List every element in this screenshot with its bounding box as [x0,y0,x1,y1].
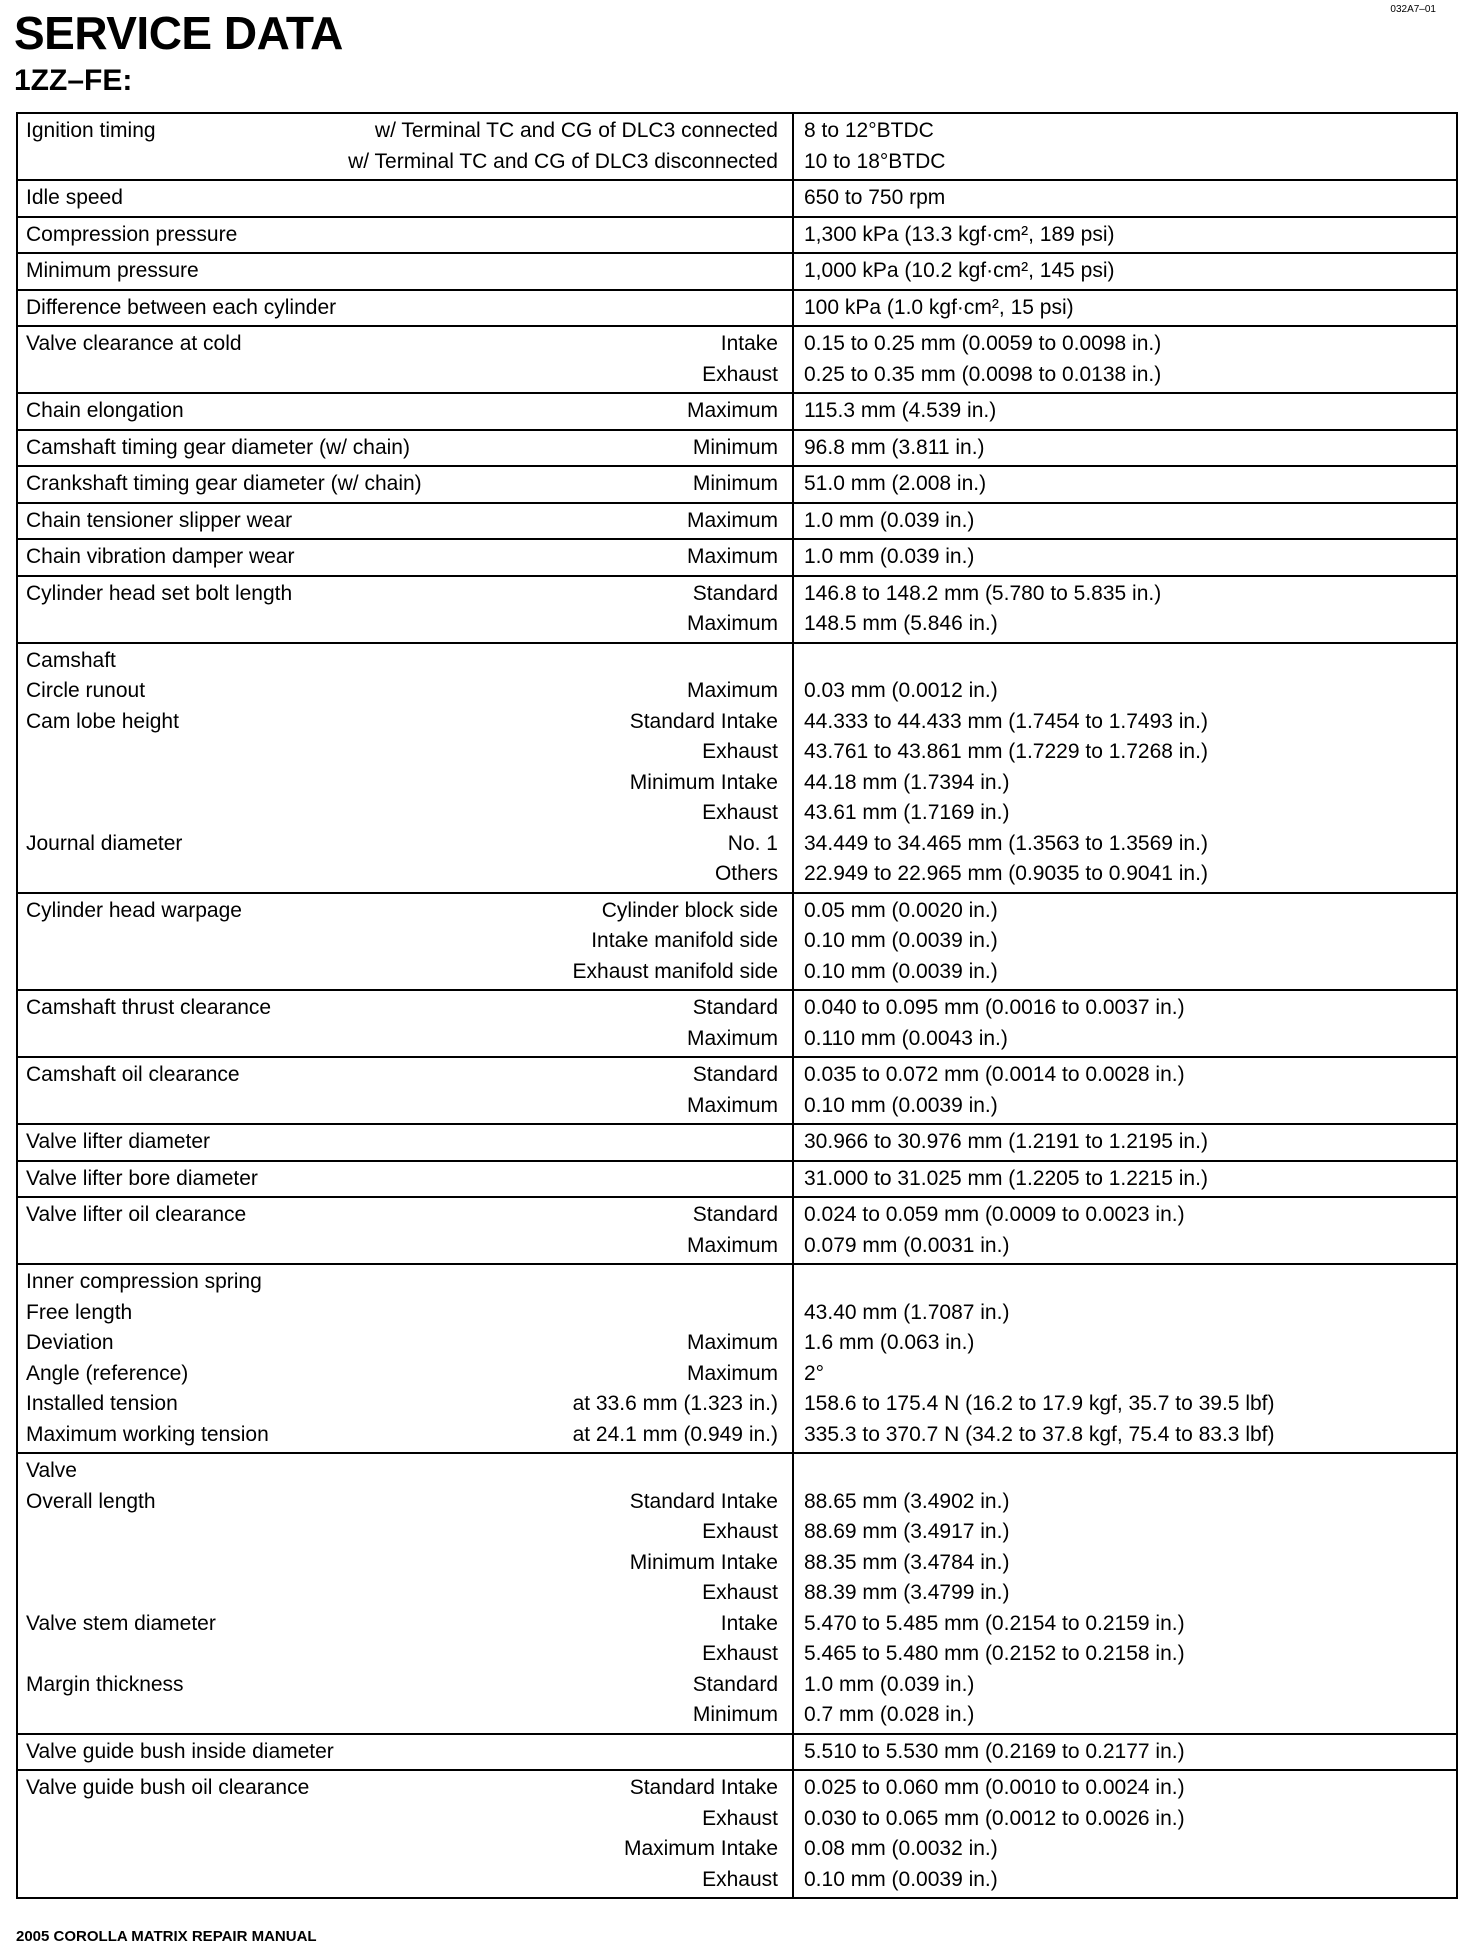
spec-condition: Maximum [686,508,778,532]
spec-value: 1.6 mm (0.063 in.) [804,1331,975,1354]
spec-value-cell [793,1453,1457,1734]
spec-label-line [18,579,792,610]
spec-condition: at 24.1 mm (0.949 in.) [572,1422,778,1446]
spec-value: 31.000 to 31.025 mm (1.2205 to 1.2215 in.) [804,1166,1208,1190]
spec-value: 5.470 to 5.485 mm (0.2154 to 0.2159 in.) [804,1611,1185,1635]
spec-value-cell [793,430,1457,467]
spec-value: 0.10 mm (0.0039 in.) [804,959,998,983]
spec-value: 88.69 mm (3.4917 in.) [804,1520,1010,1543]
spec-condition: Others [714,862,778,885]
spec-item-name: Cylinder head set bolt length [26,581,293,605]
spec-label-line [18,1231,792,1262]
spec-condition: Maximum Intake [623,1837,778,1860]
spec-row [17,1264,1457,1453]
spec-value: 100 kPa (1.0 kgf·cm², 15 psi) [804,295,1074,319]
spec-value: 146.8 to 148.2 mm (5.780 to 5.835 in.) [804,581,1162,605]
spec-value-cell [793,180,1457,217]
spec-label-line [18,896,792,927]
spec-value: 115.3 mm (4.539 in.) [804,399,997,422]
spec-value-cell [793,393,1457,430]
spec-condition: Maximum [686,399,778,422]
spec-condition: Intake [720,1611,778,1635]
spec-value: 1.0 mm (0.039 in.) [804,508,975,532]
spec-value: 0.110 mm (0.0043 in.) [804,1026,1008,1050]
spec-label-cell [17,290,793,327]
spec-value: 0.05 mm (0.0020 in.) [804,898,998,922]
spec-value-cell [793,326,1457,393]
spec-value-cell [793,576,1457,643]
spec-condition: Standard [692,996,778,1019]
spec-item-name: Installed tension [26,1392,178,1415]
spec-item-name: Minimum pressure [26,259,199,282]
spec-value: 22.949 to 22.965 mm (0.9035 to 0.9041 in.) [804,862,1208,885]
spec-condition: at 33.6 mm (1.323 in.) [572,1392,778,1415]
spec-condition: Intake manifold side [591,929,778,952]
spec-value: 0.030 to 0.065 mm (0.0012 to 0.0026 in.) [804,1806,1185,1830]
spec-value-cell [793,217,1457,254]
spec-value-cell [793,1124,1457,1161]
spec-label-line [18,1548,792,1579]
spec-item-name: Circle runout [26,679,146,702]
spec-item-name: Overall length [26,1489,156,1513]
spec-label-line [18,707,792,738]
spec-item-name: Chain vibration damper wear [26,545,295,568]
spec-value-cell [793,539,1457,576]
spec-condition: Cylinder block side [601,898,778,922]
spec-condition: Minimum [692,435,778,459]
spec-label-cell [17,1124,793,1161]
spec-label-line [18,1164,792,1195]
spec-label-line [18,360,792,391]
spec-condition: Exhaust [702,1520,778,1543]
spec-value: 51.0 mm (2.008 in.) [804,472,987,495]
spec-value: 1,300 kPa (13.3 kgf·cm², 189 psi) [804,222,1115,246]
spec-value: 0.10 mm (0.0039 in.) [804,1867,998,1891]
spec-item-name: Crankshaft timing gear diameter (w/ chain) [26,472,422,495]
spec-label-line [18,329,792,360]
spec-value: 43.61 mm (1.7169 in.) [804,801,1010,824]
spec-label-line [18,1456,792,1487]
spec-label-line [18,1060,792,1091]
spec-label-cell [17,466,793,503]
spec-item-name: Valve lifter bore diameter [26,1166,258,1190]
spec-condition: Maximum [686,1026,778,1050]
spec-label-line [18,1127,792,1158]
spec-label-line [18,1700,792,1731]
spec-label-line [18,1609,792,1640]
spec-label-cell [17,1197,793,1264]
spec-label-line [18,1024,792,1055]
spec-value: 0.10 mm (0.0039 in.) [804,929,998,952]
spec-item-name: Inner compression spring [26,1270,262,1293]
spec-label-line [18,646,792,677]
spec-value: 0.7 mm (0.028 in.) [804,1703,975,1726]
spec-label-line [18,469,792,500]
spec-value: 158.6 to 175.4 N (16.2 to 17.9 kgf, 35.7 to 39.5 lbf) [804,1392,1275,1415]
spec-row [17,1124,1457,1161]
spec-item-name: Valve [26,1459,77,1482]
spec-row [17,1161,1457,1198]
spec-value: 0.040 to 0.095 mm (0.0016 to 0.0037 in.) [804,996,1185,1019]
spec-condition: Maximum [686,1233,778,1257]
spec-item-name: Difference between each cylinder [26,295,337,319]
spec-label-cell [17,503,793,540]
spec-condition: No. 1 [727,831,778,855]
spec-item-name: Valve stem diameter [26,1611,216,1635]
spec-value: 1,000 kPa (10.2 kgf·cm², 145 psi) [804,259,1115,282]
spec-label-cell [17,1161,793,1198]
engine-subtitle: 1ZZ–FE: [14,64,133,97]
page-footer: 2005 COROLLA MATRIX REPAIR MANUAL [16,1928,317,1945]
spec-label-cell [17,893,793,991]
spec-row [17,503,1457,540]
spec-value [804,646,1456,677]
spec-condition: Exhaust [702,1581,778,1604]
spec-condition: Exhaust [702,801,778,824]
spec-value: 5.510 to 5.530 mm (0.2169 to 0.2177 in.) [804,1739,1185,1763]
spec-label-line [18,926,792,957]
spec-label-line [18,1487,792,1518]
spec-condition: w/ Terminal TC and CG of DLC3 disconnected [348,149,778,173]
spec-row [17,1453,1457,1734]
spec-label-line [18,220,792,251]
spec-label-line [18,1091,792,1122]
spec-item-name: Camshaft thrust clearance [26,996,272,1019]
spec-value: 44.18 mm (1.7394 in.) [804,770,1010,794]
spec-condition: Standard [692,1203,778,1226]
spec-item-name: Idle speed [26,186,123,209]
spec-condition: Standard [692,1672,778,1696]
spec-label-cell [17,990,793,1057]
spec-row [17,1057,1457,1124]
spec-value-cell [793,1197,1457,1264]
spec-label-line [18,798,792,829]
spec-label-line [18,676,792,707]
spec-row [17,466,1457,503]
spec-condition: Maximum [686,1093,778,1117]
spec-label-line [18,1517,792,1548]
spec-value: 88.65 mm (3.4902 in.) [804,1489,1010,1513]
spec-condition: Minimum Intake [629,770,778,794]
spec-label-line [18,1737,792,1768]
spec-label-line [18,1834,792,1865]
spec-condition: w/ Terminal TC and CG of DLC3 connected [374,119,778,142]
spec-value: 30.966 to 30.976 mm (1.2191 to 1.2195 in.) [804,1130,1208,1153]
spec-row [17,539,1457,576]
spec-label-line [18,1200,792,1231]
spec-condition: Exhaust [702,740,778,763]
spec-condition: Standard [692,581,778,605]
spec-item-name: Camshaft [26,648,116,672]
spec-value: 88.35 mm (3.4784 in.) [804,1550,1010,1574]
spec-condition: Exhaust manifold side [572,959,778,983]
spec-value: 0.10 mm (0.0039 in.) [804,1093,998,1117]
spec-label-line [18,859,792,890]
spec-row [17,393,1457,430]
spec-label-cell [17,180,793,217]
spec-condition: Maximum [686,1331,778,1354]
spec-label-line [18,993,792,1024]
spec-item-name: Camshaft timing gear diameter (w/ chain) [26,435,410,459]
spec-row [17,113,1457,180]
spec-label-line [18,1865,792,1896]
spec-row [17,1734,1457,1771]
spec-item-name: Margin thickness [26,1672,184,1696]
spec-condition: Maximum [686,1361,778,1385]
spec-value-cell [793,290,1457,327]
spec-label-line [18,1267,792,1298]
spec-value-cell [793,1057,1457,1124]
spec-item-name: Cam lobe height [26,709,179,733]
spec-condition: Minimum [692,472,778,495]
spec-row [17,430,1457,467]
spec-value: 0.03 mm (0.0012 in.) [804,679,998,702]
service-data-table-body [17,113,1457,1898]
spec-label-cell [17,576,793,643]
spec-item-name: Maximum working tension [26,1422,269,1446]
spec-value-cell [793,1734,1457,1771]
spec-value: 0.025 to 0.060 mm (0.0010 to 0.0024 in.) [804,1776,1185,1799]
spec-value-cell [793,643,1457,893]
spec-item-name: Valve guide bush inside diameter [26,1739,334,1763]
spec-label-line [18,1639,792,1670]
spec-value: 0.035 to 0.072 mm (0.0014 to 0.0028 in.) [804,1063,1185,1086]
spec-value: 1.0 mm (0.039 in.) [804,1672,975,1696]
spec-value-cell [793,1770,1457,1898]
spec-label-line [18,1359,792,1390]
spec-condition: Exhaust [702,362,778,386]
spec-condition: Exhaust [702,1806,778,1830]
spec-label-line [18,1420,792,1451]
spec-condition: Exhaust [702,1642,778,1665]
spec-label-line [18,256,792,287]
spec-row [17,253,1457,290]
spec-label-line [18,768,792,799]
spec-value-cell [793,503,1457,540]
spec-label-cell [17,1770,793,1898]
spec-label-cell [17,1734,793,1771]
spec-row [17,1770,1457,1898]
spec-condition: Standard Intake [629,709,778,733]
spec-value: 0.024 to 0.059 mm (0.0009 to 0.0023 in.) [804,1203,1185,1226]
spec-label-line [18,542,792,573]
spec-value: 335.3 to 370.7 N (34.2 to 37.8 kgf, 75.4 to 83.3 lbf) [804,1422,1275,1446]
spec-value: 44.333 to 44.433 mm (1.7454 to 1.7493 in.) [804,709,1208,733]
spec-value-cell [793,1161,1457,1198]
page-title: SERVICE DATA [14,7,343,59]
spec-label-cell [17,1453,793,1734]
spec-label-line [18,1389,792,1420]
spec-label-cell [17,1057,793,1124]
spec-row [17,217,1457,254]
spec-label-line [18,293,792,324]
spec-label-line [18,506,792,537]
spec-label-cell [17,326,793,393]
spec-row [17,290,1457,327]
spec-label-cell [17,539,793,576]
spec-condition: Minimum Intake [629,1550,778,1574]
spec-item-name: Cylinder head warpage [26,898,242,922]
spec-item-name: Valve guide bush oil clearance [26,1776,310,1799]
spec-value-cell [793,1264,1457,1453]
spec-item-name: Deviation [26,1331,114,1354]
spec-label-cell [17,643,793,893]
spec-label-cell [17,430,793,467]
spec-row [17,180,1457,217]
spec-item-name: Chain elongation [26,399,184,422]
spec-label-line [18,1670,792,1701]
spec-label-line [18,829,792,860]
spec-item-name: Compression pressure [26,222,238,246]
spec-label-line [18,737,792,768]
spec-value: 34.449 to 34.465 mm (1.3563 to 1.3569 in.) [804,831,1208,855]
spec-label-line [18,183,792,214]
spec-row [17,576,1457,643]
spec-label-line [18,147,792,178]
spec-value-cell [793,113,1457,180]
spec-item-name: Camshaft oil clearance [26,1063,240,1086]
spec-value: 0.15 to 0.25 mm (0.0059 to 0.0098 in.) [804,332,1162,355]
spec-item-name: Valve clearance at cold [26,332,242,355]
spec-condition: Maximum [686,679,778,702]
spec-label-line [18,116,792,147]
spec-label-cell [17,113,793,180]
spec-row [17,1197,1457,1264]
spec-value [804,1267,1456,1298]
spec-label-line [18,396,792,427]
spec-row [17,326,1457,393]
spec-value: 96.8 mm (3.811 in.) [804,435,985,459]
spec-item-name: Ignition timing [26,119,156,142]
spec-item-name: Valve lifter diameter [26,1130,211,1153]
spec-label-line [18,1298,792,1329]
spec-value: 0.08 mm (0.0032 in.) [804,1837,998,1860]
spec-condition: Standard Intake [629,1489,778,1513]
spec-item-name: Journal diameter [26,831,183,855]
spec-value [804,1456,1456,1487]
spec-label-line [18,1328,792,1359]
spec-label-line [18,1804,792,1835]
spec-label-cell [17,217,793,254]
spec-value: 0.25 to 0.35 mm (0.0098 to 0.0138 in.) [804,362,1162,386]
spec-label-cell [17,393,793,430]
spec-value-cell [793,253,1457,290]
spec-item-name: Free length [26,1300,133,1324]
spec-value: 1.0 mm (0.039 in.) [804,545,975,568]
spec-row [17,990,1457,1057]
spec-condition: Standard [692,1063,778,1086]
spec-item-name: Chain tensioner slipper wear [26,508,293,532]
spec-condition: Maximum [686,612,778,635]
spec-condition: Standard Intake [629,1776,778,1799]
spec-row [17,893,1457,991]
spec-label-line [18,433,792,464]
spec-value: 43.761 to 43.861 mm (1.7229 to 1.7268 in.) [804,740,1208,763]
spec-value: 10 to 18°BTDC [804,149,946,173]
spec-value-cell [793,893,1457,991]
spec-item-name: Valve lifter oil clearance [26,1203,247,1226]
spec-label-line [18,1578,792,1609]
spec-value: 5.465 to 5.480 mm (0.2152 to 0.2158 in.) [804,1642,1185,1665]
spec-value: 43.40 mm (1.7087 in.) [804,1300,1010,1324]
spec-value-cell [793,466,1457,503]
spec-value: 8 to 12°BTDC [804,119,934,142]
spec-condition: Intake [720,332,778,355]
spec-condition: Exhaust [702,1867,778,1891]
spec-value: 2° [804,1361,825,1385]
spec-value: 0.079 mm (0.0031 in.) [804,1233,1010,1257]
spec-condition: Minimum [692,1703,778,1726]
spec-value: 650 to 750 rpm [804,186,946,209]
spec-value: 88.39 mm (3.4799 in.) [804,1581,1010,1604]
spec-label-line [18,609,792,640]
spec-value: 148.5 mm (5.846 in.) [804,612,998,635]
spec-label-line [18,1773,792,1804]
spec-condition: Maximum [686,545,778,568]
spec-value-cell [793,990,1457,1057]
spec-label-cell [17,253,793,290]
spec-label-cell [17,1264,793,1453]
spec-item-name: Angle (reference) [26,1361,189,1385]
service-data-table [16,112,1458,1899]
spec-row [17,643,1457,893]
spec-label-line [18,957,792,988]
document-code: 032A7–01 [1390,4,1436,15]
